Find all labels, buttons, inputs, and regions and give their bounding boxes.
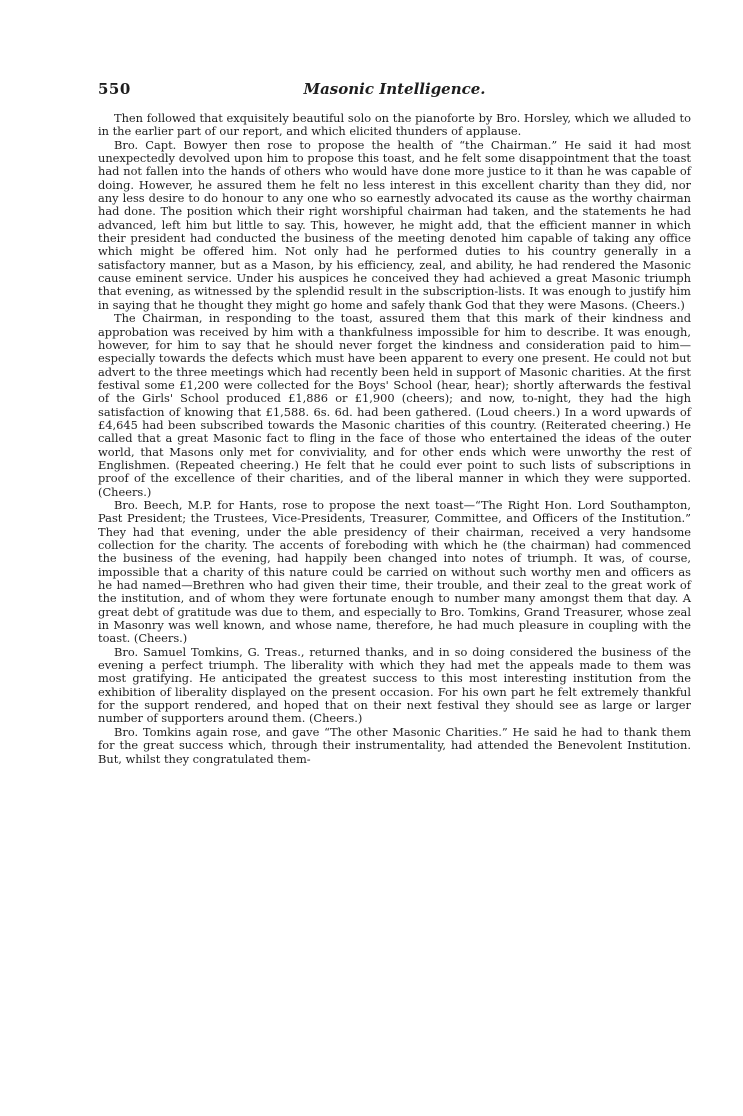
running-title: Masonic Intelligence. bbox=[303, 80, 486, 98]
article-body bbox=[98, 112, 691, 766]
paragraph-beech-toast: Bro. Beech, M.P. for Hants, rose to propose the next toast—“The Right Hon. Lord Southampton, Past President; the Trustees, Vice-Presidents, Treasurer, Committee, and Officers of the Institution.” They had that evening, under the able presidency of their chairman, received a very handsome collection for the charity. The accents of foreboding with which he (the chairman) had commenced the business of the evening, had happily been changed into notes of triumph. It was, of course, impossible that a charity of this nature could be carried on without such worthy men and officers as he had named—Brethren who had given their time, their trouble, and their zeal to the great work of the institution, and of whom they were fortunate enough to number many amongst them that day. A great debt of gratitude was due to them, and especially to Bro. Tomkins, Grand Treasurer, whose zeal in Masonry was well known, and whose name, therefore, he had much pleasure in coupling with the toast. (Cheers.) bbox=[98, 497, 691, 646]
paragraph-tomkins-thanks: Bro. Samuel Tomkins, G. Treas., returned thanks, and in so doing considered the business of the evening a perfect triumph. The liberality with which they had met the appeals made to them was most gratifying. He anticipated the greatest success to this most interesting institution from the exhibition of liberality displayed on the present occasion. For his own part he felt extremely thankful for the support rendered, and hoped that on their next festival they should see as large or larger number of supporters around them. (Cheers.) bbox=[98, 644, 691, 726]
paragraph-bowyer-toast: Bro. Capt. Bowyer then rose to propose the health of “the Chairman.” He said it had most unexpectedly devolved upon him to propose this toast, and he felt some disappointment that the toast had not fallen into the hands of others who would have done more justice to it than he was capable of doing. However, he assured them he felt no less interest in this excellent charity than they did, nor any less desire to do honour to any one who so earnestly advocated its cause as the worthy chairman had done. The position which their right worshipful chairman had taken, and the statements he had advanced, left him but little to say. This, however, he might add, that the efficient manner in which their president had conducted the business of the meeting denoted him capable of taking any office which might be offered him. Not only had he performed duties to his country generally in a satisfactory manner, but as a Mason, by his efficiency, zeal, and ability, he had rendered the Masonic cause eminent service. Under his auspices he conceived they had achieved a great Masonic triumph that evening, as witnessed by the splendid result in the subscription-lists. It was enough to justify him in saying that he thought they might go home and safely thank God that they were Masons. (Cheers.) bbox=[98, 137, 691, 312]
running-head bbox=[98, 80, 691, 104]
paragraph-other-charities: Bro. Tomkins again rose, and gave “The other Masonic Charities.” He said he had to thank them for the great success which, through their instrumentality, had attended the Benevolent Institution. But, whilst they congratulated them- bbox=[98, 724, 691, 766]
page-number: 550 bbox=[98, 80, 131, 98]
paragraph-horsley-solo: Then followed that exquisitely beautiful solo on the pianoforte by Bro. Horsley, which we alluded to in the earlier part of our report, and which elicited thunders of applause. bbox=[98, 111, 691, 139]
paragraph-chairman-response: The Chairman, in responding to the toast, assured them that this mark of their kindness and approbation was received by him with a thankfulness impossible for him to describe. It was enough, however, for him to say that he should never forget the kindness and consideration paid to him—especially towards the defects which must have been apparent to every one present. He could not but advert to the three meetings which had recently been held in support of Masonic charities. At the first festival some £1,200 were collected for the Boys' School (hear, hear); shortly afterwards the festival of the Girls' School produced £1,886 or £1,900 (cheers); and now, to-night, they had the high satisfaction of knowing that £1,588. 6s. 6d. had been gathered. (Loud cheers.) In a word upwards of £4,645 had been subscribed towards the Masonic charities of this country. (Reiterated cheering.) He called that a great Masonic fact to fling in the face of those who entertained the ideas of the outer world, that Masons only met for conviviality, and for other ends which were unworthy the rest of Englishmen. (Repeated cheering.) He felt that he could ever point to such lists of subscriptions in proof of the excellence of their charities, and of the liberal manner in which they were supported. (Cheers.) bbox=[98, 311, 691, 499]
